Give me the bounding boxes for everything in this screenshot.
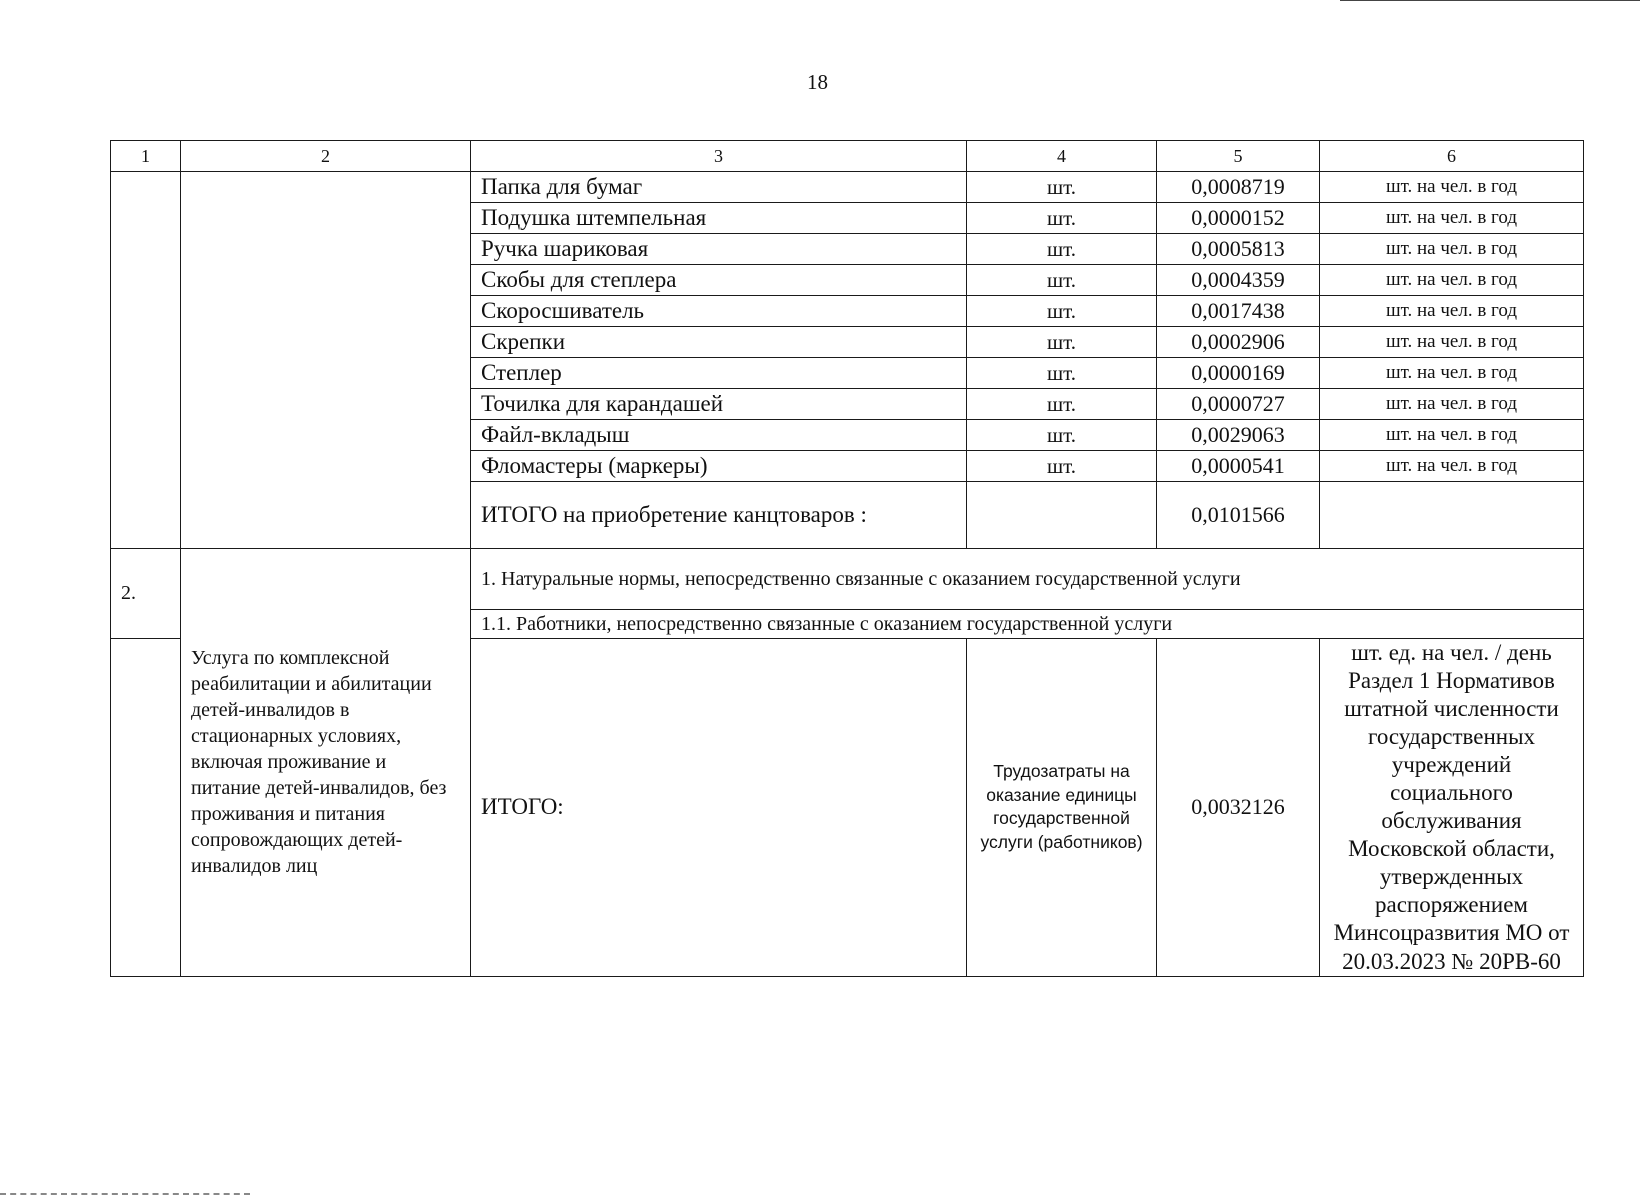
empty-number-cell [111,639,181,977]
norm-reference: шт. ед. на чел. / день Раздел 1 Нормативов штатной численности государственных учреждений социального обслуживания Московской области, утвержденных распоряжением Минсоцразвития МО от 20.03.2023 № 20РВ-60 [1320,639,1584,977]
item-unit: шт. [967,265,1157,296]
item-name: Скобы для степлера [471,265,967,296]
item-unit: шт. [967,203,1157,234]
item-value: 0,0017438 [1157,296,1320,327]
item-value: 0,0005813 [1157,234,1320,265]
labor-cost-value: 0,0032126 [1157,639,1320,977]
item-value: 0,0029063 [1157,420,1320,451]
bottom-edge-line [0,1193,250,1195]
column-number-cell: 6 [1320,141,1584,172]
item-value: 0,0000169 [1157,358,1320,389]
item-unit: шт. [967,234,1157,265]
item-rate-unit: шт. на чел. в год [1320,203,1584,234]
item-unit: шт. [967,358,1157,389]
column-number-cell: 3 [471,141,967,172]
section-row [111,549,1584,610]
item-rate-unit: шт. на чел. в год [1320,296,1584,327]
item-rate-unit: шт. на чел. в год [1320,265,1584,296]
item-unit: шт. [967,172,1157,203]
page-number: 18 [807,70,828,94]
item-rate-unit: шт. на чел. в год [1320,234,1584,265]
column-number-cell: 5 [1157,141,1320,172]
item-value: 0,0002906 [1157,327,1320,358]
service-description: Услуга по комплексной реабилитации и абилитации детей-инвалидов в стационарных условиях, включая проживание и питание детей-инвалидов, без проживания и питания сопровождающих детей-инвалидов лиц [181,549,471,977]
item-unit: шт. [967,451,1157,482]
labor-cost-label: Трудозатраты на оказание единицы государственной услуги (работников) [967,639,1157,977]
empty-number-cell [111,172,181,549]
section-1-title: 1. Натуральные нормы, непосредственно связанные с оказанием государственной услуги [471,549,1584,610]
item-unit: шт. [967,327,1157,358]
column-number-cell: 1 [111,141,181,172]
norms-table [110,140,1584,977]
item-name: Точилка для карандашей [471,389,967,420]
column-number-cell: 4 [967,141,1157,172]
service-number: 2. [111,549,181,639]
column-number-row [111,141,1584,172]
service-total-label: ИТОГО: [471,639,967,977]
empty-cell [967,482,1157,549]
item-name: Скрепки [471,327,967,358]
column-number-cell: 2 [181,141,471,172]
item-rate-unit: шт. на чел. в год [1320,358,1584,389]
item-value: 0,0000727 [1157,389,1320,420]
empty-service-cell [181,172,471,549]
item-unit: шт. [967,389,1157,420]
item-name: Папка для бумаг [471,172,967,203]
top-edge-line [1340,0,1640,1]
item-value: 0,0000152 [1157,203,1320,234]
item-value: 0,0000541 [1157,451,1320,482]
item-rate-unit: шт. на чел. в год [1320,420,1584,451]
empty-cell [1320,482,1584,549]
item-name: Степлер [471,358,967,389]
item-rate-unit: шт. на чел. в год [1320,172,1584,203]
item-value: 0,0004359 [1157,265,1320,296]
item-row [111,172,1584,203]
stationery-total-label: ИТОГО на приобретение канцтоваров : [471,482,967,549]
item-name: Файл-вкладыш [471,420,967,451]
item-rate-unit: шт. на чел. в год [1320,451,1584,482]
item-name: Ручка шариковая [471,234,967,265]
item-rate-unit: шт. на чел. в год [1320,327,1584,358]
item-name: Скоросшиватель [471,296,967,327]
stationery-total-value: 0,0101566 [1157,482,1320,549]
item-unit: шт. [967,296,1157,327]
section-1-1-title: 1.1. Работники, непосредственно связанные с оказанием государственной услуги [471,610,1584,639]
item-name: Подушка штемпельная [471,203,967,234]
item-name: Фломастеры (маркеры) [471,451,967,482]
item-rate-unit: шт. на чел. в год [1320,389,1584,420]
item-value: 0,0008719 [1157,172,1320,203]
item-unit: шт. [967,420,1157,451]
